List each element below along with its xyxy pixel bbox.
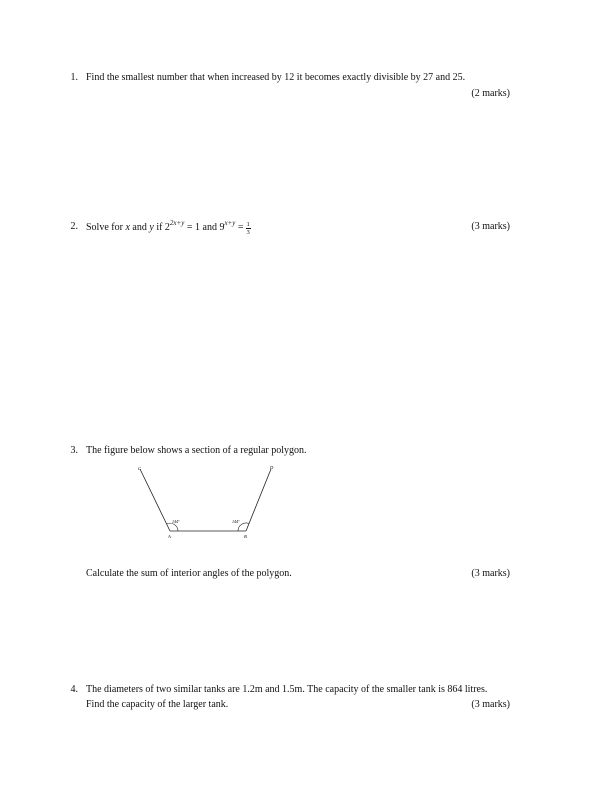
angle-label-b: 144° bbox=[232, 519, 240, 524]
q2-and2: and bbox=[202, 222, 217, 233]
q2-eq2-exp: x+y bbox=[224, 219, 236, 227]
q2-eq2-base: 9 bbox=[219, 222, 225, 233]
q4-marks: (3 marks) bbox=[471, 699, 510, 710]
q2-eq1-rhs: = 1 bbox=[186, 222, 200, 233]
edge-bd bbox=[246, 469, 271, 531]
q2-eq2-eq: = bbox=[237, 222, 244, 233]
q2-eq1-exp: 2x+y bbox=[169, 219, 185, 227]
q3-number: 3. bbox=[70, 445, 78, 456]
q2-if: if bbox=[156, 222, 163, 233]
q2-marks: (3 marks) bbox=[471, 221, 510, 232]
q2-frac-num: 1 bbox=[246, 221, 250, 228]
q2-text bbox=[86, 221, 251, 236]
q4-number: 4. bbox=[70, 684, 78, 695]
q2-frac-den: 3 bbox=[246, 229, 250, 236]
edge-ca bbox=[140, 469, 170, 531]
q2-and1: and bbox=[132, 222, 147, 233]
q2-eq1-base: 2 bbox=[164, 222, 170, 233]
q3-text: The figure below shows a section of a regular polygon. bbox=[86, 445, 307, 456]
angle-label-a: 144° bbox=[172, 519, 180, 524]
q4-line2: Find the capacity of the larger tank. bbox=[86, 699, 229, 710]
q4-line1: The diameters of two similar tanks are 1.2m and 1.5m. The capacity of the smaller tank is 864 litres. bbox=[86, 684, 488, 695]
q2-var-x: x bbox=[125, 222, 130, 233]
q2-fraction bbox=[246, 221, 251, 236]
polygon-figure bbox=[132, 460, 282, 545]
q1-marks: (2 marks) bbox=[471, 88, 510, 99]
label-b: B bbox=[244, 534, 247, 539]
label-a: A bbox=[168, 534, 171, 539]
q2-number: 2. bbox=[70, 221, 78, 232]
q1-number: 1. bbox=[70, 72, 78, 83]
q1-text: Find the smallest number that when increased by 12 it becomes exactly divisible by 27 and 25. bbox=[86, 72, 466, 83]
q2-pre: Solve for bbox=[86, 222, 123, 233]
q2-var-y: y bbox=[149, 222, 154, 233]
label-c: C bbox=[138, 466, 142, 471]
q3-sub-question: Calculate the sum of interior angles of the polygon. bbox=[86, 568, 292, 579]
label-d: D bbox=[270, 465, 274, 470]
q3-marks: (3 marks) bbox=[471, 568, 510, 579]
